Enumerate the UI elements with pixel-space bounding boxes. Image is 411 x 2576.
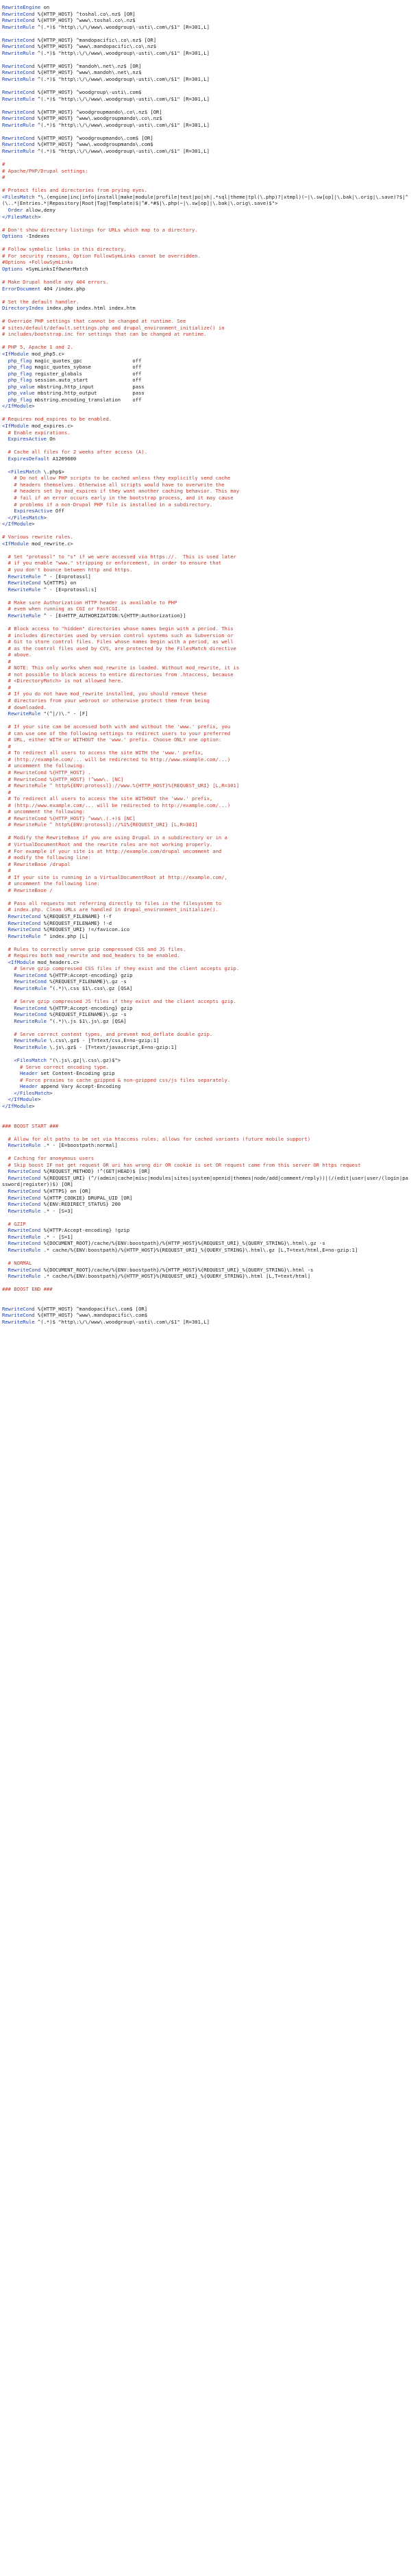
blank-line bbox=[2, 619, 409, 626]
directive-line: RewriteCond %{HTTP_HOST} ^woodgroup\-usti\.com$ bbox=[2, 89, 142, 96]
comment-line: # index.php. Clean URLs are handled in drupal_environment_initialize(). bbox=[2, 906, 219, 913]
comment-line: # RewriteBase /drupal bbox=[2, 860, 71, 867]
directive-line: RewriteCond %{ENV:REDIRECT_STATUS} 200 bbox=[8, 1201, 121, 1208]
blank-line bbox=[2, 1280, 409, 1287]
directive-line: php_value mbstring.http_output pass bbox=[8, 390, 145, 397]
directive-line: RewriteCond %{HTTPS} on [OR] bbox=[8, 1187, 91, 1194]
comment-line: # problems if a non-Drupal PHP file is installed in a subdirectory. bbox=[2, 501, 213, 508]
comment-line: # as the control files used by CVS, are protected by the FilesMatch directive bbox=[2, 645, 236, 652]
comment-line: # can use one of the following settings to redirect users to your preferred bbox=[2, 730, 231, 736]
directive-line: RewriteCond %{REQUEST_FILENAME} !-f bbox=[8, 913, 112, 920]
directive-line: RewriteCond %{HTTP_HOST} ^www\.woodgroupmando\.com$ bbox=[2, 141, 153, 148]
blank-line bbox=[2, 220, 409, 227]
comment-line: # bbox=[2, 174, 5, 181]
directive-line: RewriteCond %{REQUEST_FILENAME} !-d bbox=[8, 919, 112, 926]
directive-line: <IfModule mod_expires.c> bbox=[2, 423, 73, 429]
directive-line: RewriteCond %{DOCUMENT_ROOT}/cache/%{ENV:boostpath}/%{HTTP_HOST}%{REQUEST_URI}_%{QUERY_STRING}\.html\.gz -s bbox=[8, 1240, 325, 1247]
directive-line: RewriteRule .* - [E=boostpath:normal] bbox=[8, 1142, 118, 1149]
comment-line: ### BOOST END ### bbox=[2, 1286, 53, 1293]
comment-line: # Don't show directory listings for URLs which map to a directory. bbox=[2, 226, 198, 233]
directive-line: RewriteRule ^(.*)$ "http\:\/\/www\.woodgroup\-usti\.com\/$1" [R=301,L] bbox=[2, 49, 210, 56]
blank-line bbox=[2, 1051, 409, 1058]
directive-line: ExpiresDefault A1209600 bbox=[8, 455, 77, 462]
blank-line bbox=[2, 593, 409, 599]
directive-line: RewriteRule ^(.*)$ "http\:\/\/www\.woodgroup\-usti\.com\/$1" [R=301,L] bbox=[2, 148, 210, 155]
directive-line: </IfModule> bbox=[2, 521, 35, 528]
comment-line: # bbox=[2, 658, 11, 665]
directive-line: ExpiresActive On bbox=[8, 436, 55, 443]
blank-line bbox=[2, 102, 409, 109]
directive-line: RewriteCond %{REQUEST_FILENAME}\.gz -s bbox=[14, 978, 127, 985]
comment-line: # RewriteBase / bbox=[2, 887, 53, 893]
comment-line: # Serve gzip compressed CSS files if they exist and the client accepts gzip. bbox=[2, 965, 240, 972]
comment-line: # uncomment the following line: bbox=[2, 880, 100, 887]
directive-line: php_flag register_globals off bbox=[8, 370, 142, 377]
comment-line: # Pass all requests not referring directly to files in the filesystem to bbox=[2, 900, 222, 906]
comment-line: # Force proxies to cache gzipped & non-gzipped css/js files separately. bbox=[2, 1076, 231, 1083]
comment-line: # bbox=[2, 161, 5, 168]
directive-line: RewriteRule ^(.*)\.js $1\.js\.gz [QSA] bbox=[14, 1017, 127, 1024]
comment-line: # VirtualDocumentRoot and the rewrite rules are not working properly. bbox=[2, 841, 213, 847]
directive-line: RewriteCond %{HTTP_HOST} ^www\.mandopacific\.com$ bbox=[2, 1312, 148, 1319]
directive-line: RewriteRule .* - [S=3] bbox=[8, 1207, 73, 1214]
comment-line: # For example if your site is at http://example.com/drupal uncomment and bbox=[2, 847, 222, 854]
directive-line: RewriteRule ^(.*)$ "http\:\/\/www\.woodgroup\-usti\.com\/$1" [R=301,L] bbox=[2, 76, 210, 83]
blank-line bbox=[2, 83, 409, 90]
comment-line: # Set "protossl" to "s" if we were accessed via https://. This is used later bbox=[2, 553, 236, 560]
comment-line: # Skip boost IF not get request OR uri has wrong dir OR cookie is set OR request came from this server OR https request bbox=[2, 1161, 361, 1168]
comment-line: #Options +FollowSymLinks bbox=[2, 259, 73, 266]
directive-line: RewriteCond %{HTTP_HOST} ^woodgroupmando\.co\.nz$ [OR] bbox=[2, 108, 162, 115]
directive-line: RewriteRule ^(.*)$ "http\:\/\/www\.woodgroup\-usti\.com\/$1" [R=301,L] bbox=[2, 95, 210, 102]
comment-line: # Cache all files for 2 weeks after access (A). bbox=[2, 449, 148, 456]
comment-line: # Allow for alt paths to be set via htaccess rules; allows for cached variants (future mobile support) bbox=[2, 1135, 311, 1142]
directive-line: RewriteCond %{HTTP_HOST} ^www\.mandoh\.net\.nz$ bbox=[2, 69, 142, 76]
blank-line bbox=[2, 1024, 409, 1031]
comment-line: # (http://www.example.com/... will be redirected to http://example.com/...) bbox=[2, 802, 231, 808]
comment-line: # GZIP bbox=[2, 1220, 26, 1227]
blank-line bbox=[2, 893, 409, 900]
comment-line: # Protect files and directories from prying eyes. bbox=[2, 187, 148, 194]
comment-line: # fail if an error occurs early in the bootstrap process, and it may cause bbox=[2, 495, 234, 501]
directive-line: RewriteCond %{REQUEST_METHOD} !^(GET|HEAD)$ [OR] bbox=[8, 1168, 151, 1175]
comment-line: # Apache/PHP/Drupal settings: bbox=[2, 167, 88, 174]
comment-line: # headers set by mod_expires if they want another caching behavior. This may bbox=[2, 488, 240, 495]
blank-line bbox=[2, 338, 409, 345]
comment-line: # you don't bounce between http and https. bbox=[2, 567, 133, 573]
directive-line: Options -Indexes bbox=[2, 233, 50, 240]
blank-line bbox=[2, 56, 409, 63]
blank-line bbox=[2, 312, 409, 319]
directive-line: <FilesMatch "(\.js\.gz|\.css\.gz)$"> bbox=[14, 1057, 121, 1064]
blank-line bbox=[2, 528, 409, 534]
directive-line: Header set Content-Encoding gzip bbox=[19, 1070, 115, 1077]
comment-line: # includes directories used by version control systems such as Subversion or bbox=[2, 632, 234, 639]
blank-line bbox=[2, 181, 409, 188]
comment-line: # RewriteCond %{HTTP_HOST} . bbox=[2, 769, 91, 776]
directive-line: <IfModule mod_rewrite.c> bbox=[2, 540, 73, 547]
directive-line: RewriteRule ^ - [E=protossl:s] bbox=[8, 586, 97, 593]
comment-line: # To redirect all users to access the site WITHOUT the 'www.' prefix, bbox=[2, 795, 213, 802]
directive-line: </IfModule> bbox=[2, 403, 35, 410]
comment-line: # RewriteCond %{HTTP_HOST} !^www\. [NC] bbox=[2, 776, 124, 782]
comment-line: # Requires mod_expires to be enabled. bbox=[2, 416, 112, 423]
directive-line: RewriteRule \.css\.gz$ - [T=text/css,E=no-gzip:1] bbox=[14, 1037, 160, 1044]
blank-line bbox=[2, 1299, 409, 1306]
directive-line: RewriteCond %{HTTP:Accept-encoding} !gzip bbox=[8, 1227, 130, 1234]
comment-line: # Rules to correctly serve gzip compressed CSS and JS files. bbox=[2, 945, 186, 952]
directive-line: php_flag magic_quotes_sybase off bbox=[8, 364, 142, 371]
blank-line bbox=[2, 155, 409, 162]
directive-line: RewriteCond %{REQUEST_FILENAME}\.gz -s bbox=[14, 1011, 127, 1018]
directive-line: RewriteRule .* - [S=1] bbox=[8, 1233, 73, 1240]
directive-line: RewriteRule .* cache/%{ENV:boostpath}/%{HTTP_HOST}%{REQUEST_URI}_%{QUERY_STRING}\.html\.gz [L,T=text/html,E=no-gzip:1] bbox=[8, 1246, 358, 1253]
comment-line: # directories from your webroot or otherwise protect them from being bbox=[2, 697, 210, 704]
directive-line: ExpiresActive Off bbox=[14, 508, 64, 515]
directive-line: RewriteCond %{HTTP_HOST} ^mandopacific\.co\.nz$ [OR] bbox=[2, 36, 157, 43]
directive-line: RewriteCond %{HTTP_HOST} ^www\.toshal.co\.nz$ bbox=[2, 17, 136, 24]
comment-line: # uncomment the following: bbox=[2, 808, 86, 815]
comment-line: # bbox=[2, 867, 11, 874]
comment-line: # includes/bootstrap.inc for settings that can be changed at runtime. bbox=[2, 331, 207, 338]
directive-line: </IfModule> bbox=[8, 1096, 41, 1103]
directive-line: RewriteRule ^(.*)$ "http\:\/\/www\.woodgroup\-usti\.com\/$1" [R=301,L] bbox=[2, 1318, 210, 1325]
comment-line: # Set the default handler. bbox=[2, 298, 79, 305]
comment-line: # RewriteRule ^ http%{ENV:protossl}://%1%{REQUEST_URI} [L,R=301] bbox=[2, 821, 198, 828]
directive-line: <IfModule mod_php5.c> bbox=[2, 350, 64, 357]
directive-line: </FilesMatch> bbox=[8, 514, 47, 521]
comment-line: # if you enable "www." stripping or enforcement, in order to ensure that bbox=[2, 560, 222, 567]
directive-line: RewriteRule ^ index.php [L] bbox=[8, 932, 88, 939]
directive-line: DirectoryIndex index.php index.html index.htm bbox=[2, 305, 136, 312]
comment-line: # downloaded. bbox=[2, 704, 47, 710]
blank-line bbox=[2, 547, 409, 554]
blank-line bbox=[2, 1293, 409, 1300]
comment-line: # Caching for anonymous users bbox=[2, 1155, 95, 1162]
blank-line bbox=[2, 992, 409, 999]
comment-line: # Make Drupal handle any 404 errors. bbox=[2, 278, 109, 285]
directive-line: RewriteRule .* cache/%{ENV:boostpath}/%{HTTP_HOST}%{REQUEST_URI}_%{QUERY_STRING}\.html [L,T=text/html] bbox=[8, 1273, 311, 1280]
comment-line: # not possible to block access to entire directories from .htaccess, because bbox=[2, 671, 234, 678]
comment-line: ### BOOST START ### bbox=[2, 1122, 59, 1129]
directive-line: RewriteCond %{HTTP_COOKIE} DRUPAL_UID [OR] bbox=[8, 1194, 133, 1201]
blank-line bbox=[2, 272, 409, 279]
blank-line bbox=[2, 292, 409, 299]
directive-line: </IfModule> bbox=[2, 1102, 35, 1109]
blank-line bbox=[2, 828, 409, 835]
comment-line: # Serve correct content types, and prevent mod_deflate double gzip. bbox=[2, 1030, 213, 1037]
blank-line bbox=[2, 128, 409, 135]
comment-line: # If your site is running in a VirtualDocumentRoot at http://example.com/, bbox=[2, 874, 227, 880]
comment-line: # PHP 5, Apache 1 and 2. bbox=[2, 344, 73, 351]
comment-line: # For security reasons, Option FollowSymLinks cannot be overridden. bbox=[2, 252, 201, 259]
directive-line: RewriteCond %{HTTP_HOST} ^www\.mandopacific\.co\.nz$ bbox=[2, 43, 157, 50]
blank-line bbox=[2, 443, 409, 449]
directive-line: </FilesMatch> bbox=[14, 1089, 53, 1096]
blank-line bbox=[2, 410, 409, 417]
directive-line: RewriteCond %{HTTP:Accept-encoding} gzip bbox=[14, 971, 133, 978]
comment-line: # uncomment the following: bbox=[2, 763, 86, 769]
directive-line: RewriteRule \.js\.gz$ - [T=text/javascript,E=no-gzip:1] bbox=[14, 1043, 177, 1050]
directive-line: </FilesMatch> bbox=[2, 213, 41, 220]
blank-line bbox=[2, 30, 409, 37]
directive-line: php_value mbstring.http_input pass bbox=[8, 383, 145, 390]
directive-line: RewriteRule "(^|/)\." - [F] bbox=[8, 710, 88, 717]
directive-line: RewriteRule ^(.*)$ "http\:\/\/www\.woodgroup\-usti\.com\/$1" [R=301,L] bbox=[2, 121, 210, 128]
comment-line: # URL, either WITH or WITHOUT the 'www.' prefix. Choose ONLY one option: bbox=[2, 736, 222, 743]
directive-line: Header append Vary Accept-Encoding bbox=[19, 1083, 121, 1090]
comment-line: # Enable expirations. bbox=[2, 429, 71, 436]
directive-line: RewriteRule ^(.*)\.css $1\.css\.gz [QSA] bbox=[14, 985, 133, 992]
directive-line: php_flag magic_quotes_gpc off bbox=[8, 357, 142, 364]
directive-line: RewriteCond %{DOCUMENT_ROOT}/cache/%{ENV:boostpath}/%{HTTP_HOST}%{REQUEST_URI}_%{QUERY_STRING}\.html -s bbox=[8, 1266, 314, 1273]
comment-line: # RewriteRule ^ http%{ENV:protossl}://www.%{HTTP_HOST}%{REQUEST_URI} [L,R=301] bbox=[2, 782, 240, 789]
comment-line: # modify the following line: bbox=[2, 854, 91, 861]
blank-line bbox=[2, 717, 409, 724]
comment-line: # Serve gzip compressed JS files if they exist and the client accepts gzip. bbox=[2, 998, 236, 1005]
directive-line: RewriteEngine on bbox=[2, 4, 50, 10]
comment-line: # bbox=[2, 684, 11, 691]
directive-line: php_flag mbstring.encoding_translation off bbox=[8, 396, 142, 403]
comment-line: # Requires both mod_rewrite and mod_headers to be enabled. bbox=[2, 952, 180, 959]
comment-line: # Block access to "hidden" directories whose names begin with a period. This bbox=[2, 625, 234, 632]
blank-line bbox=[2, 462, 409, 469]
comment-line: # headers themselves. Otherwise all scripts would have to overwrite the bbox=[2, 481, 225, 488]
directive-line: Order allow,deny bbox=[8, 206, 55, 213]
comment-line: # above. bbox=[2, 652, 32, 658]
comment-line: # Make sure Authorization HTTP header is available to PHP bbox=[2, 599, 177, 606]
comment-line: # Various rewrite rules. bbox=[2, 534, 73, 541]
directive-line: <FilesMatch \.php$> bbox=[8, 468, 64, 475]
comment-line: # even when running as CGI or FastCGI. bbox=[2, 606, 121, 612]
comment-line: # If your site can be accessed both with and without the 'www.' prefix, you bbox=[2, 723, 231, 730]
comment-line: # Modify the RewriteBase if you are using Drupal in a subdirectory or in a bbox=[2, 834, 227, 841]
directive-line: RewriteRule ^ - [E=protossl] bbox=[8, 573, 91, 580]
comment-line: # bbox=[2, 789, 11, 795]
comment-line: # NORMAL bbox=[2, 1260, 32, 1266]
blank-line bbox=[2, 1109, 409, 1116]
blank-line bbox=[2, 939, 409, 946]
comment-line: # Override PHP settings that cannot be changed at runtime. See bbox=[2, 318, 186, 325]
comment-line: # sites/default/default.settings.php and drupal_environment_initialize() in bbox=[2, 324, 225, 331]
directive-line: RewriteCond %{HTTP_HOST} ^mandopacific\.com$ [OR] bbox=[2, 1305, 148, 1312]
comment-line: # Follow symbolic links in this directory. bbox=[2, 246, 127, 253]
htaccess-source-text bbox=[0, 4, 411, 1325]
directive-line: Options +SymLinksIfOwnerMatch bbox=[2, 265, 88, 272]
comment-line: # RewriteCond %{HTTP_HOST} ^www\.(.+)$ [NC] bbox=[2, 815, 136, 821]
blank-line bbox=[2, 1129, 409, 1136]
directive-line: RewriteCond %{HTTP_HOST} ^mandoh\.net\.nz$ [OR] bbox=[2, 62, 142, 69]
blank-line bbox=[2, 1149, 409, 1156]
directive-line: RewriteCond %{HTTP:Accept-encoding} gzip bbox=[14, 1004, 133, 1011]
directive-line: RewriteCond %{HTTP_HOST} ^www\.woodgroupmando\.co\.nz$ bbox=[2, 115, 162, 122]
blank-line bbox=[2, 1253, 409, 1260]
directive-line: RewriteCond %{HTTP_HOST} ^woodgroupmando\.com$ [OR] bbox=[2, 134, 153, 141]
directive-line: RewriteRule ^ - [E=HTTP_AUTHORIZATION:%{HTTP:Authorization}] bbox=[8, 612, 186, 619]
blank-line bbox=[2, 240, 409, 247]
comment-line: # bbox=[2, 743, 11, 750]
directive-line: <IfModule mod_headers.c> bbox=[8, 958, 79, 965]
directive-line: RewriteCond %{REQUEST_URI} (^/(admin|cache|misc|modules|sites|system|openid|themes|node/add|comment/reply))|(/(edit|user|user/(login|password|register))$) [OR] bbox=[2, 1174, 408, 1188]
comment-line: # If you do not have mod_rewrite installed, you should remove these bbox=[2, 691, 207, 697]
comment-line: # To redirect all users to access the site WITH the 'www.' prefix, bbox=[2, 750, 204, 756]
directive-line: ErrorDocument 404 /index.php bbox=[2, 285, 86, 292]
comment-line: # <DirectoryMatch> is not allowed here. bbox=[2, 678, 124, 684]
comment-line: # Do not allow PHP scripts to be cached unless they explicitly send cache bbox=[2, 475, 231, 482]
directive-line: RewriteRule ^(.*)$ "http\:\/\/www\.woodgroup\-usti\.com\/$1" [R=301,L] bbox=[2, 23, 210, 30]
comment-line: # Git to store control files. Files whose names begin with a period, as well bbox=[2, 639, 234, 645]
comment-line: # (http://example.com/... will be redirected to http://www.example.com/...) bbox=[2, 756, 231, 763]
comment-line: # NOTE: This only works when mod_rewrite is loaded. Without mod_rewrite, it is bbox=[2, 665, 240, 671]
directive-line: RewriteCond %{HTTP_HOST} ^toshal.co\.nz$ [OR] bbox=[2, 10, 136, 17]
blank-line bbox=[2, 1116, 409, 1123]
directive-line: RewriteCond %{HTTPS} on bbox=[8, 580, 77, 586]
comment-line: # Serve correct encoding type. bbox=[2, 1063, 109, 1070]
directive-line: RewriteCond %{REQUEST_URI} !=/favicon.ico bbox=[8, 926, 130, 933]
directive-line: php_flag session.auto_start off bbox=[8, 377, 142, 384]
directive-line: <FilesMatch "\.(engine|inc|info|install|make|module|profile|test|po|sh|.*sql|theme|tpl(\.php)?|xtmpl)(~|\.sw[op]|\.bak|\.orig|\.save)?$|^(\..*|Entries.*|Repository|Root|Tag|Template)$|^#.*#$|\.php(~|\.sw[op]|\.bak|\.orig\.save)$"> bbox=[2, 193, 408, 207]
blank-line bbox=[2, 1214, 409, 1221]
